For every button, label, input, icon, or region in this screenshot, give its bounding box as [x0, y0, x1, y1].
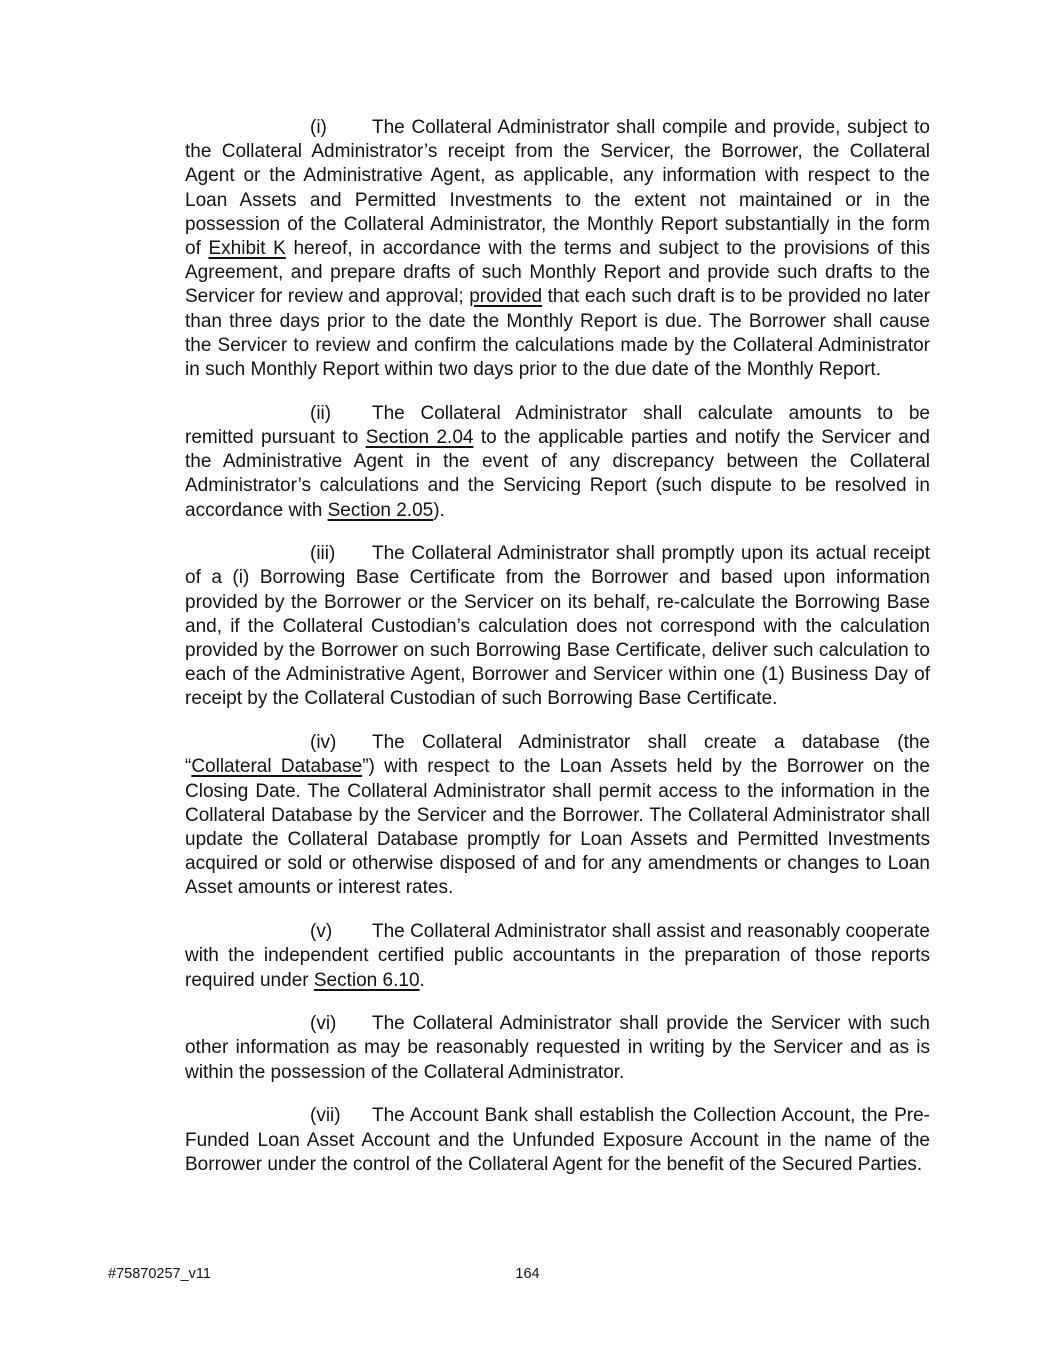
- text-segment: that each such draft is to be provided no later than three days prior to the date the Monthly Report is due. The Borrower shall cause the Servicer to review and confirm the calculations made by the Collateral Administrator in such Monthly Report within two days prior to the due date of the Monthly Report.: [185, 286, 931, 381]
- document-body: [185, 116, 930, 1196]
- paragraph-number: (ii): [310, 402, 332, 424]
- paragraph-iv: [185, 731, 930, 900]
- page-footer: [0, 1264, 1055, 1288]
- text-segment: The Collateral Administrator shall create a database (the “: [185, 732, 930, 778]
- paragraph-ii: [185, 402, 930, 523]
- text-segment: The Collateral Administrator shall promptly upon its actual receipt of a (i) Borrowing Base Certificate from the Borrower and based upon information provided by the Borrower or the Servicer on its behalf, re-calculate the Borrowing Base and, if the Collateral Custodian’s calculation does not correspond with the calculation provided by the Borrower on such Borrowing Base Certificate, deliver such calculation to each of the Administrative Agent, Borrower and Servicer within one (1) Business Day of receipt by the Collateral Custodian of such Borrowing Base Certificate.: [185, 543, 930, 710]
- underlined-reference: Section 2.05: [327, 499, 434, 521]
- paragraph-vii: [185, 1104, 930, 1177]
- text-segment: hereof, in accordance with the terms and subject to the provisions of this Agreement, and prepare drafts of such Monthly Report and provide such drafts to the Servicer for review and approval;: [185, 238, 931, 308]
- text-segment: .: [419, 969, 425, 991]
- underlined-reference: Section 6.10: [313, 969, 420, 991]
- page-number: 164: [515, 1266, 540, 1282]
- paragraph-iii: [185, 542, 930, 711]
- paragraph-number: (v): [310, 921, 333, 943]
- paragraph-v: [185, 920, 930, 993]
- document-id: #75870257_v11: [108, 1266, 211, 1282]
- text-segment: to the applicable parties and notify the Servicer and the Administrative Agent in the event of any discrepancy between the Collateral Administrator’s calculations and the Servicing Report (such dispute to be resolved in accordance with: [185, 426, 930, 521]
- paragraph-number: (vi): [310, 1013, 337, 1035]
- underlined-reference: provided: [469, 286, 543, 308]
- paragraph-number: (vii): [310, 1105, 341, 1127]
- underlined-reference: Section 2.04: [365, 426, 474, 448]
- underlined-reference: Exhibit K: [208, 238, 286, 260]
- text-segment: The Collateral Administrator shall compile and provide, subject to the Collateral Administrator’s receipt from the Servicer, the Borrower, the Collateral Agent or the Administrative Agent, as applicable, any information with respect to the Loan Assets and Permitted Investments to the extent not maintained or in the possession of the Collateral Administrator, the Monthly Report substantially in the form of: [185, 117, 930, 260]
- text-segment: ”) with respect to the Loan Assets held by the Borrower on the Closing Date. The Collateral Administrator shall permit access to the information in the Collateral Database by the Servicer and the Borrower. The Collateral Administrator shall update the Collateral Database promptly for Loan Assets and Permitted Investments acquired or sold or otherwise disposed of and for any amendments or changes to Loan Asset amounts or interest rates.: [185, 756, 930, 899]
- text-segment: The Collateral Administrator shall provide the Servicer with such other information as may be reasonably requested in writing by the Servicer and as is within the possession of the Collateral Administrator.: [185, 1013, 930, 1083]
- text-segment: The Collateral Administrator shall calculate amounts to be remitted pursuant to: [185, 402, 930, 448]
- text-segment: ).: [433, 499, 445, 521]
- text-segment: The Account Bank shall establish the Collection Account, the Pre-Funded Loan Asset Account and the Unfunded Exposure Account in the name of the Borrower under the control of the Collateral Agent for the benefit of the Secured Parties.: [185, 1105, 930, 1175]
- paragraph-number: (iii): [310, 543, 336, 565]
- paragraph-number: (i): [310, 117, 327, 138]
- underlined-reference: Collateral Database: [191, 756, 363, 778]
- paragraph-number: (iv): [310, 732, 337, 754]
- paragraph-vi: [185, 1012, 930, 1085]
- paragraph-i: [185, 116, 930, 382]
- text-segment: The Collateral Administrator shall assist and reasonably cooperate with the independent certified public accountants in the preparation of those reports required under: [185, 921, 930, 991]
